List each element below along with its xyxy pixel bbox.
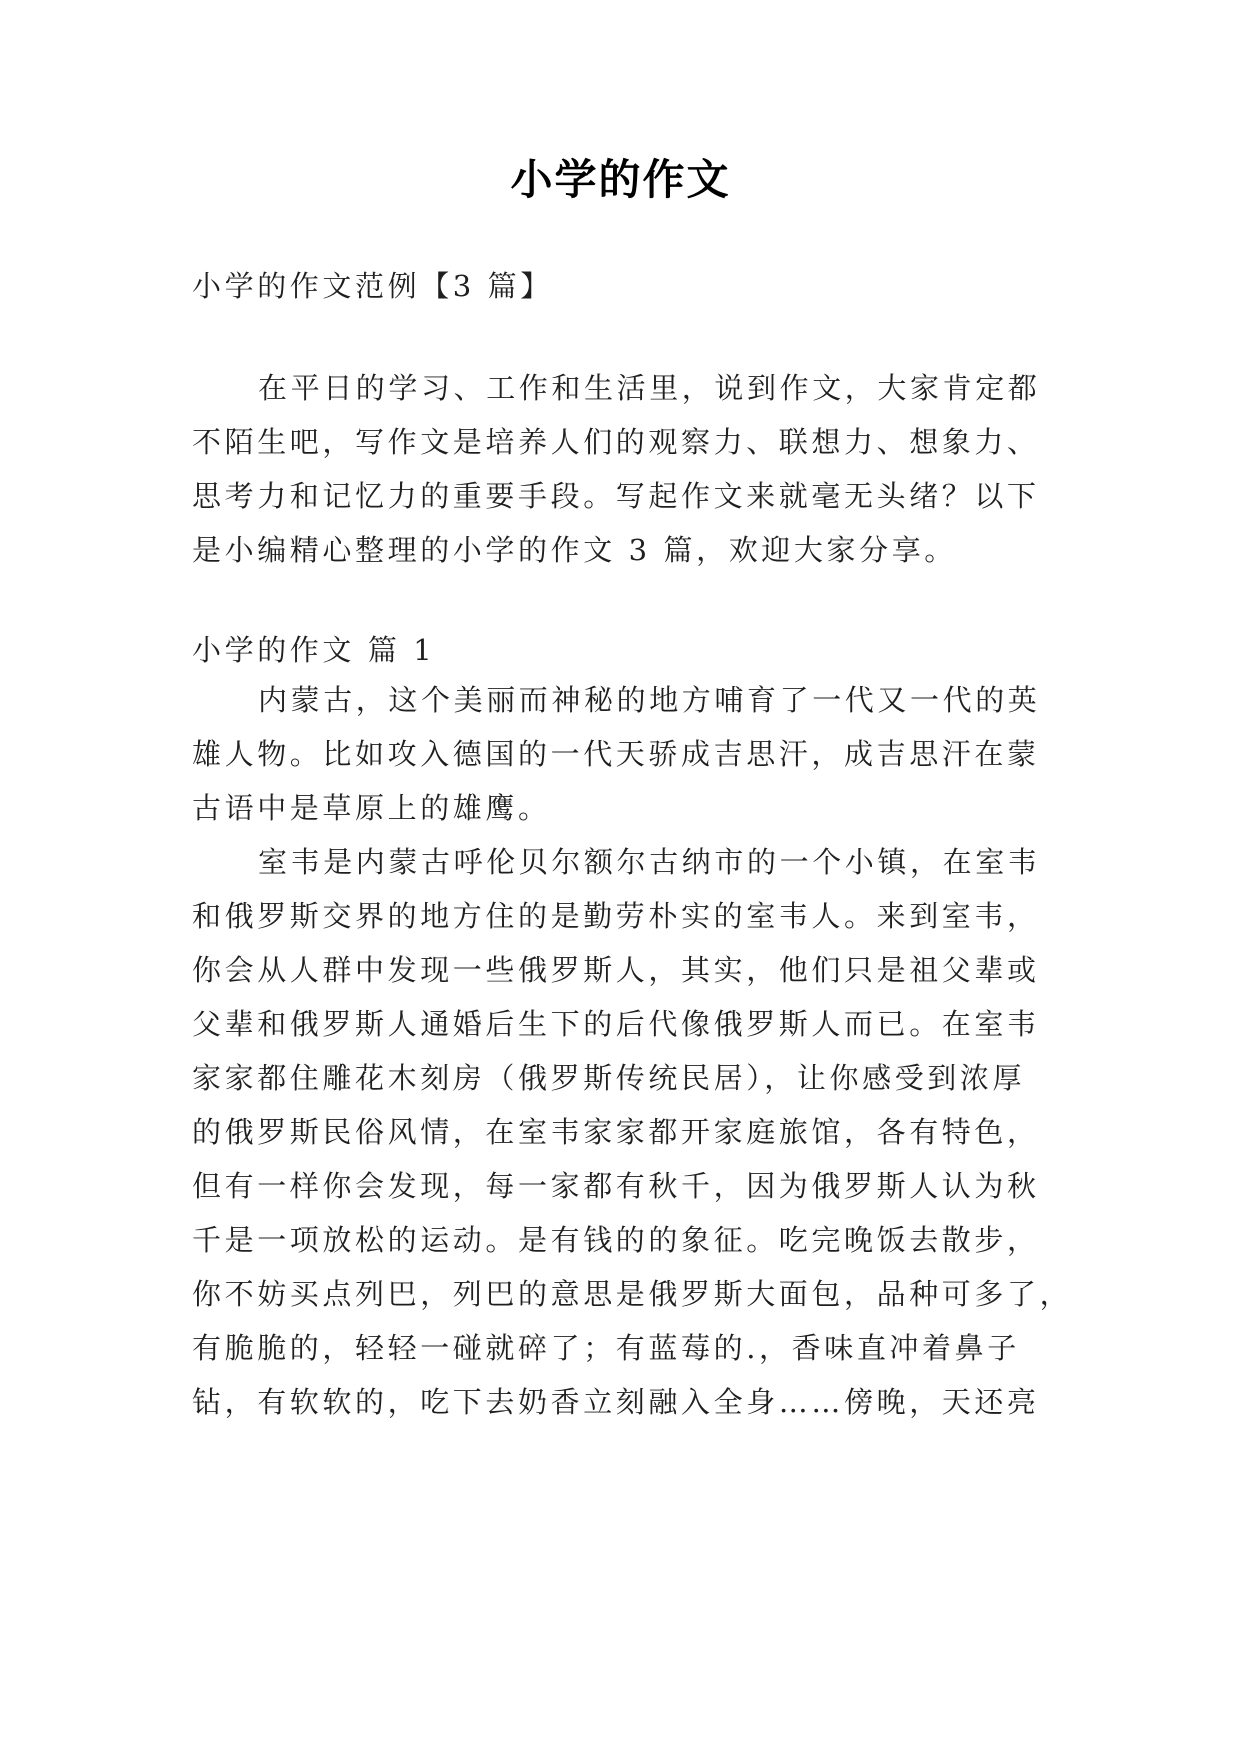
paragraph-line: 钻，有软软的，吃下去奶香立刻融入全身……傍晚，天还亮 [192, 1385, 1040, 1419]
paragraph-line: 和俄罗斯交界的地方住的是勤劳朴实的室韦人。来到室韦， [192, 899, 1040, 933]
paragraph-line: 父辈和俄罗斯人通婚后生下的后代像俄罗斯人而已。在室韦 [192, 1007, 1040, 1041]
paragraph-line: 千是一项放松的运动。是有钱的的象征。吃完晚饭去散步， [192, 1223, 1040, 1257]
intro-line: 不陌生吧，写作文是培养人们的观察力、联想力、想象力、 [192, 425, 1040, 459]
paragraph-line: 雄人物。比如攻入德国的一代天骄成吉思汗，成吉思汗在蒙 [192, 737, 1040, 771]
paragraph-line: 你不妨买点列巴，列巴的意思是俄罗斯大面包，品种可多了， [192, 1277, 1073, 1311]
paragraph-line: 你会从人群中发现一些俄罗斯人，其实，他们只是祖父辈或 [192, 953, 1040, 987]
intro-line: 在平日的学习、工作和生活里，说到作文，大家肯定都 [258, 371, 1041, 405]
intro-line: 思考力和记忆力的重要手段。写起作文来就毫无头绪？以下 [192, 479, 1040, 513]
document-subtitle: 小学的作文范例【3 篇】 [192, 269, 553, 303]
document-title: 小学的作文 [510, 155, 731, 204]
paragraph-line: 内蒙古，这个美丽而神秘的地方哺育了一代又一代的英 [258, 683, 1041, 717]
paragraph-line: 室韦是内蒙古呼伦贝尔额尔古纳市的一个小镇，在室韦 [258, 845, 1041, 879]
paragraph-line: 古语中是草原上的雄鹰。 [192, 791, 551, 825]
paragraph-line: 家家都住雕花木刻房（俄罗斯传统民居），让你感受到浓厚 [192, 1061, 1026, 1095]
paragraph-line: 但有一样你会发现，每一家都有秋千，因为俄罗斯人认为秋 [192, 1169, 1040, 1203]
paragraph-line: 有脆脆的，轻轻一碰就碎了；有蓝莓的.，香味直冲着鼻子 [192, 1331, 1020, 1365]
paragraph-line: 的俄罗斯民俗风情，在室韦家家都开家庭旅馆，各有特色， [192, 1115, 1040, 1149]
intro-line: 是小编精心整理的小学的作文 3 篇，欢迎大家分享。 [192, 533, 957, 567]
section-heading: 小学的作文 篇 1 [192, 633, 436, 667]
